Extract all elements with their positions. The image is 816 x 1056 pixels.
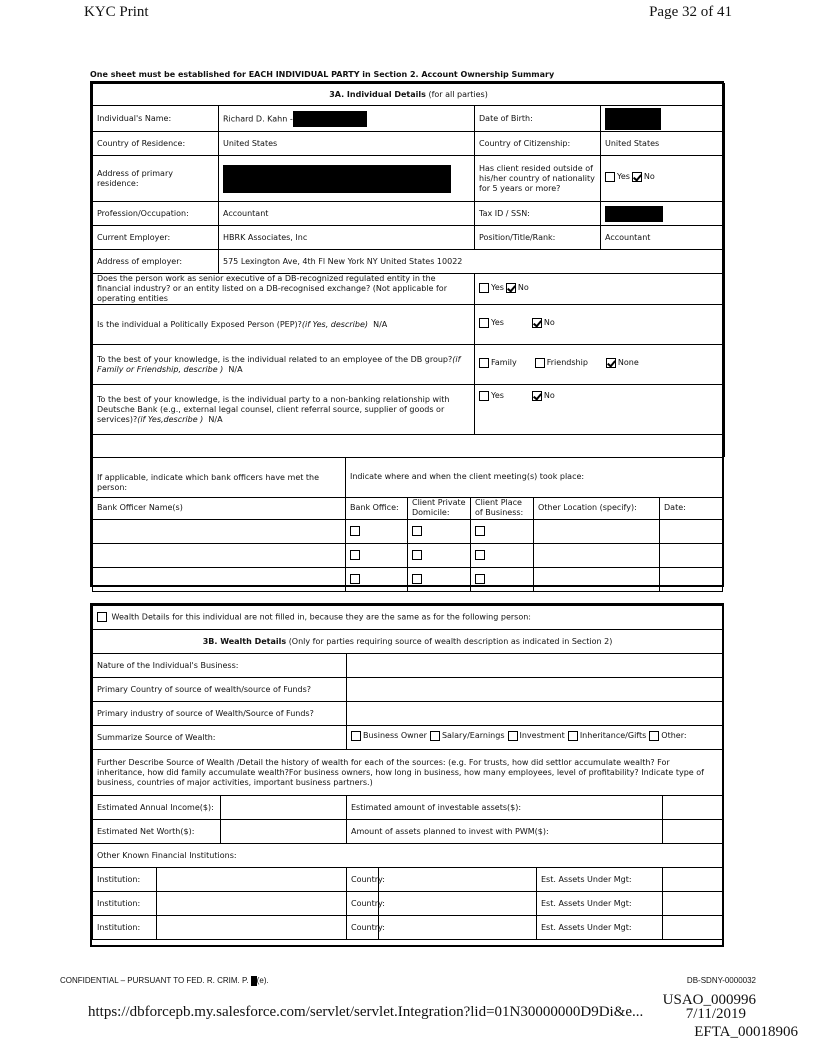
name-label: Individual's Name: xyxy=(93,106,219,132)
citizenship-value: United States xyxy=(601,132,725,156)
col-officer: Bank Officer Name(s) xyxy=(93,497,346,519)
checkbox[interactable] xyxy=(568,731,578,741)
pwm-input[interactable] xyxy=(663,820,723,844)
dob-label: Date of Birth: xyxy=(475,106,601,132)
institution-label: Institution: xyxy=(93,868,157,892)
col-domicile: Client Private Domicile: xyxy=(408,497,471,519)
summarize-label: Summarize Source of Wealth: xyxy=(93,726,347,750)
country-source-input[interactable] xyxy=(347,678,723,702)
checkbox[interactable] xyxy=(479,318,489,328)
redaction-block xyxy=(605,206,663,222)
assets-input[interactable] xyxy=(663,916,723,940)
checkbox[interactable] xyxy=(649,731,659,741)
checkbox-checked[interactable] xyxy=(506,283,516,293)
employer-address-label: Address of employer: xyxy=(93,250,219,274)
institution-input[interactable] xyxy=(157,868,347,892)
nature-input[interactable] xyxy=(347,654,723,678)
country-label: Country: xyxy=(347,916,379,940)
country-source-label: Primary Country of source of wealth/source of Funds? xyxy=(93,678,347,702)
checkbox[interactable] xyxy=(479,283,489,293)
related-answer: Family Friendship None xyxy=(475,345,725,385)
residence-label: Country of Residence: xyxy=(93,132,219,156)
table-row xyxy=(93,892,723,916)
profession-value: Accountant xyxy=(219,202,475,226)
nonbank-answer: Yes No xyxy=(475,385,725,435)
networth-input[interactable] xyxy=(221,820,347,844)
position-label: Position/Title/Rank: xyxy=(475,226,601,250)
checkbox[interactable] xyxy=(605,172,615,182)
checkbox[interactable] xyxy=(412,550,422,560)
instruction-note: One sheet must be established for EACH INDIVIDUAL PARTY in Section 2. Account Ownership Summary xyxy=(90,70,555,79)
table-row xyxy=(93,916,723,940)
checkbox[interactable] xyxy=(350,574,360,584)
summarize-options: Business Owner Salary/Earnings Investment Inheritance/Gifts Other: xyxy=(347,726,723,750)
further-describe: Further Describe Source of Wealth /Detail the history of wealth for each of the sources: (e.g. For trusts, how did settlor accumulate wealth? For inheritance, how did family accumulate wealth?For business owners, how long in business, how many employees, level of profitability? Indicate type of business, countries of major activities, important business partners.) xyxy=(93,750,723,796)
institution-label: Institution: xyxy=(93,892,157,916)
officer-name-input[interactable] xyxy=(93,543,346,567)
institution-label: Institution: xyxy=(93,916,157,940)
checkbox[interactable] xyxy=(351,731,361,741)
section-3b-title: 3B. Wealth Details (Only for parties requiring source of wealth description as indicated in Section 2) xyxy=(93,630,723,654)
checkbox[interactable] xyxy=(508,731,518,741)
pwm-label: Amount of assets planned to invest with PWM($): xyxy=(347,820,663,844)
income-input[interactable] xyxy=(221,796,347,820)
print-header-left: KYC Print xyxy=(84,4,149,20)
col-office: Bank Office: xyxy=(346,497,408,519)
redaction-block xyxy=(605,108,661,130)
industry-source-input[interactable] xyxy=(347,702,723,726)
spacer-row xyxy=(93,435,725,457)
pep-answer: Yes No xyxy=(475,305,725,345)
checkbox[interactable] xyxy=(475,526,485,536)
country-input[interactable] xyxy=(379,868,537,892)
related-question: To the best of your knowledge, is the individual related to an employee of the DB group?(if Family or Friendship, describe ) N/A xyxy=(93,345,475,385)
assets-input[interactable] xyxy=(663,868,723,892)
checkbox[interactable] xyxy=(535,358,545,368)
checkbox[interactable] xyxy=(479,358,489,368)
individual-details-section xyxy=(90,81,724,587)
country-input[interactable] xyxy=(379,916,537,940)
table-row xyxy=(93,519,723,543)
pep-question: Is the individual a Politically Exposed Person (PEP)?(if Yes, describe) N/A xyxy=(93,305,475,345)
checkbox[interactable] xyxy=(412,526,422,536)
country-input[interactable] xyxy=(379,892,537,916)
checkbox[interactable] xyxy=(97,612,107,622)
officers-label: If applicable, indicate which bank officers have met the person: xyxy=(93,457,346,497)
employer-value: HBRK Associates, Inc xyxy=(219,226,475,250)
nature-label: Nature of the Individual's Business: xyxy=(93,654,347,678)
assets-label: Est. Assets Under Mgt: xyxy=(537,892,663,916)
nonbank-question: To the best of your knowledge, is the individual party to a non-banking relationship with Deutsche Bank (e.g., external legal counsel, client referral source, supplier of goods or services)?(if Yes,describe ) N/A xyxy=(93,385,475,435)
checkbox[interactable] xyxy=(350,550,360,560)
industry-source-label: Primary industry of source of Wealth/Source of Funds? xyxy=(93,702,347,726)
checkbox[interactable] xyxy=(475,574,485,584)
dob-value xyxy=(601,106,725,132)
col-place: Client Place of Business: xyxy=(471,497,534,519)
country-label: Country: xyxy=(347,868,379,892)
checkbox-checked[interactable] xyxy=(532,318,542,328)
institution-input[interactable] xyxy=(157,892,347,916)
checkbox[interactable] xyxy=(430,731,440,741)
institution-input[interactable] xyxy=(157,916,347,940)
usao-stamp: USAO_000996 xyxy=(662,992,756,1008)
checkbox[interactable] xyxy=(475,550,485,560)
table-row xyxy=(93,543,723,567)
officer-name-input[interactable] xyxy=(93,519,346,543)
checkbox-checked[interactable] xyxy=(606,358,616,368)
income-label: Estimated Annual Income($): xyxy=(93,796,221,820)
senior-exec-answer: Yes No xyxy=(475,274,725,305)
address-value xyxy=(219,156,475,202)
same-as-row: Wealth Details for this individual are not filled in, because they are the same as for the following person: xyxy=(93,606,723,630)
taxid-label: Tax ID / SSN: xyxy=(475,202,601,226)
country-label: Country: xyxy=(347,892,379,916)
confidential-notice: CONFIDENTIAL – PURSUANT TO FED. R. CRIM. P. (e). xyxy=(60,976,269,986)
col-date: Date: xyxy=(660,497,723,519)
address-label: Address of primary residence: xyxy=(93,156,219,202)
print-date: 7/11/2019 xyxy=(685,1006,746,1022)
checkbox[interactable] xyxy=(479,391,489,401)
date-input[interactable] xyxy=(660,567,723,591)
assets-label: Est. Assets Under Mgt: xyxy=(537,868,663,892)
other-location-input[interactable] xyxy=(534,543,660,567)
citizenship-label: Country of Citizenship: xyxy=(475,132,601,156)
table-row xyxy=(93,567,723,591)
assets-input[interactable] xyxy=(663,892,723,916)
resided-outside-answer: Yes No xyxy=(601,156,725,202)
other-fi-label: Other Known Financial Institutions: xyxy=(93,844,723,868)
redaction-block xyxy=(223,165,451,193)
residence-value: United States xyxy=(219,132,475,156)
position-value: Accountant xyxy=(601,226,725,250)
table-row xyxy=(93,868,723,892)
employer-label: Current Employer: xyxy=(93,226,219,250)
source-url[interactable]: https://dbforcepb.my.salesforce.com/servlet/servlet.Integration?lid=01N30000000D9Di&e... xyxy=(88,1004,644,1020)
section-3a-title: 3A. Individual Details (for all parties) xyxy=(93,84,725,106)
employer-address-value: 575 Lexington Ave, 4th Fl New York NY United States 10022 xyxy=(219,250,725,274)
networth-label: Estimated Net Worth($): xyxy=(93,820,221,844)
name-value: Richard D. Kahn - xyxy=(219,106,475,132)
taxid-value xyxy=(601,202,725,226)
document-id: DB-SDNY-0000032 xyxy=(686,976,756,985)
col-other: Other Location (specify): xyxy=(534,497,660,519)
checkbox-checked[interactable] xyxy=(532,391,542,401)
meeting-label: Indicate where and when the client meeting(s) took place: xyxy=(346,457,723,497)
redaction-block xyxy=(293,111,367,127)
efta-number: EFTA_00018906 xyxy=(694,1024,798,1040)
officer-name-input[interactable] xyxy=(93,567,346,591)
investable-label: Estimated amount of investable assets($): xyxy=(347,796,663,820)
date-input[interactable] xyxy=(660,519,723,543)
senior-exec-question: Does the person work as senior executive of a DB-recognized regulated entity in the financial industry? or an entity listed on a DB-recognised exchange? (Not applicable for operating entities xyxy=(93,274,475,305)
date-input[interactable] xyxy=(660,543,723,567)
checkbox[interactable] xyxy=(412,574,422,584)
other-location-input[interactable] xyxy=(534,567,660,591)
other-location-input[interactable] xyxy=(534,519,660,543)
checkbox-checked[interactable] xyxy=(632,172,642,182)
page-number: Page 32 of 41 xyxy=(649,4,732,20)
assets-label: Est. Assets Under Mgt: xyxy=(537,916,663,940)
profession-label: Profession/Occupation: xyxy=(93,202,219,226)
wealth-details-section xyxy=(90,603,724,947)
investable-input[interactable] xyxy=(663,796,723,820)
resided-outside-label: Has client resided outside of his/her country of nationality for 5 years or more? xyxy=(475,156,601,202)
checkbox[interactable] xyxy=(350,526,360,536)
